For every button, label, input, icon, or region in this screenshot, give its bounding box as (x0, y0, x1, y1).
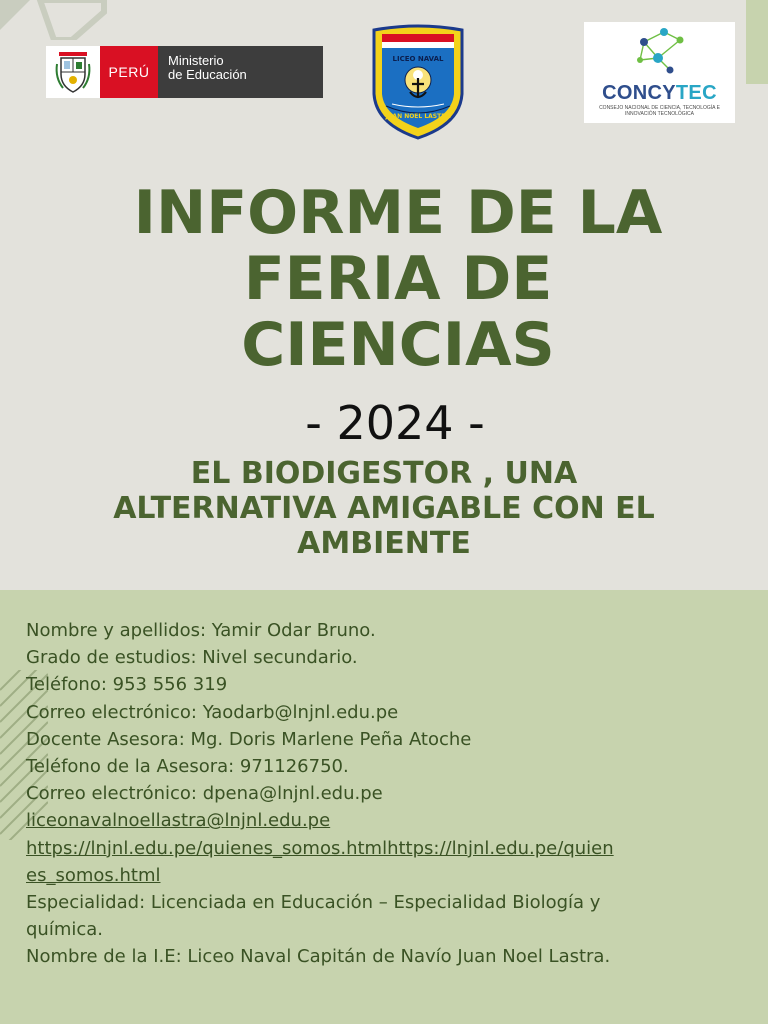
school-email-link[interactable]: liceonavalnoellastra@lnjnl.edu.pe (26, 810, 331, 832)
info-specialty-line-1: Especialidad: Licenciada en Educación – Especialidad Biología y (26, 892, 601, 914)
concytec-subtitle: CONSEJO NACIONAL DE CIENCIA, TECNOLOGÍA E INNOVACIÓN TECNOLÓGICA (599, 105, 720, 117)
concytec-name-b: TEC (675, 82, 717, 104)
concytec-logo (584, 22, 735, 123)
project-title (30, 456, 738, 561)
ministerio-logo (46, 46, 323, 98)
title-line-1: INFORME DE LA (133, 178, 663, 248)
info-specialty-line-2: química. (26, 919, 104, 941)
ministerio-line-1: Ministerio (168, 53, 224, 68)
liceo-naval-shield-logo (370, 20, 466, 140)
info-name: Nombre y apellidos: Yamir Odar Bruno. (26, 620, 376, 641)
project-line-3: AMBIENTE (297, 526, 471, 561)
info-list (26, 617, 726, 971)
info-advisor-phone: Teléfono de la Asesora: 971126750. (26, 756, 349, 778)
school-url-link-line-2[interactable]: es_somos.html (26, 864, 161, 886)
school-url-link-line-1[interactable]: https://lnjnl.edu.pe/quienes_somos.htmlhttps://lnjnl.edu.pe/quien (26, 837, 614, 859)
concytec-network-icon (584, 22, 735, 82)
project-line-2: ALTERNATIVA AMIGABLE CON EL (113, 491, 655, 526)
info-advisor-email: Correo electrónico: dpena@lnjnl.edu.pe (26, 783, 383, 805)
info-school: Nombre de la I.E: Liceo Naval Capitán de Navío Juan Noel Lastra. (26, 946, 611, 968)
decorative-corner-shape (0, 0, 110, 40)
title-line-3: CIENCIAS (241, 310, 555, 380)
peru-label: PERÚ (100, 46, 158, 98)
concytec-name (584, 82, 735, 105)
liceo-bottom-text: JUAN NOEL LASTRA (385, 113, 451, 120)
peru-coat-of-arms-icon (46, 46, 100, 98)
ministerio-label (158, 46, 323, 98)
info-section (0, 590, 768, 1024)
title-line-2: FERIA DE (243, 244, 553, 314)
concytec-name-a: CONCY (602, 82, 676, 104)
liceo-top-text: LICEO NAVAL (392, 55, 444, 63)
decorative-right-bar (746, 0, 768, 84)
info-advisor: Docente Asesora: Mg. Doris Marlene Peña Atoche (26, 728, 472, 750)
info-email: Correo electrónico: Yaodarb@lnjnl.edu.pe (26, 701, 399, 723)
report-title (60, 180, 736, 378)
year-label: - 2024 - (305, 396, 485, 450)
info-grade: Grado de estudios: Nivel secundario. (26, 647, 358, 669)
info-phone: Teléfono: 953 556 319 (26, 674, 228, 696)
ministerio-line-2: de Educación (168, 67, 247, 82)
project-line-1: EL BIODIGESTOR , UNA (190, 456, 578, 491)
